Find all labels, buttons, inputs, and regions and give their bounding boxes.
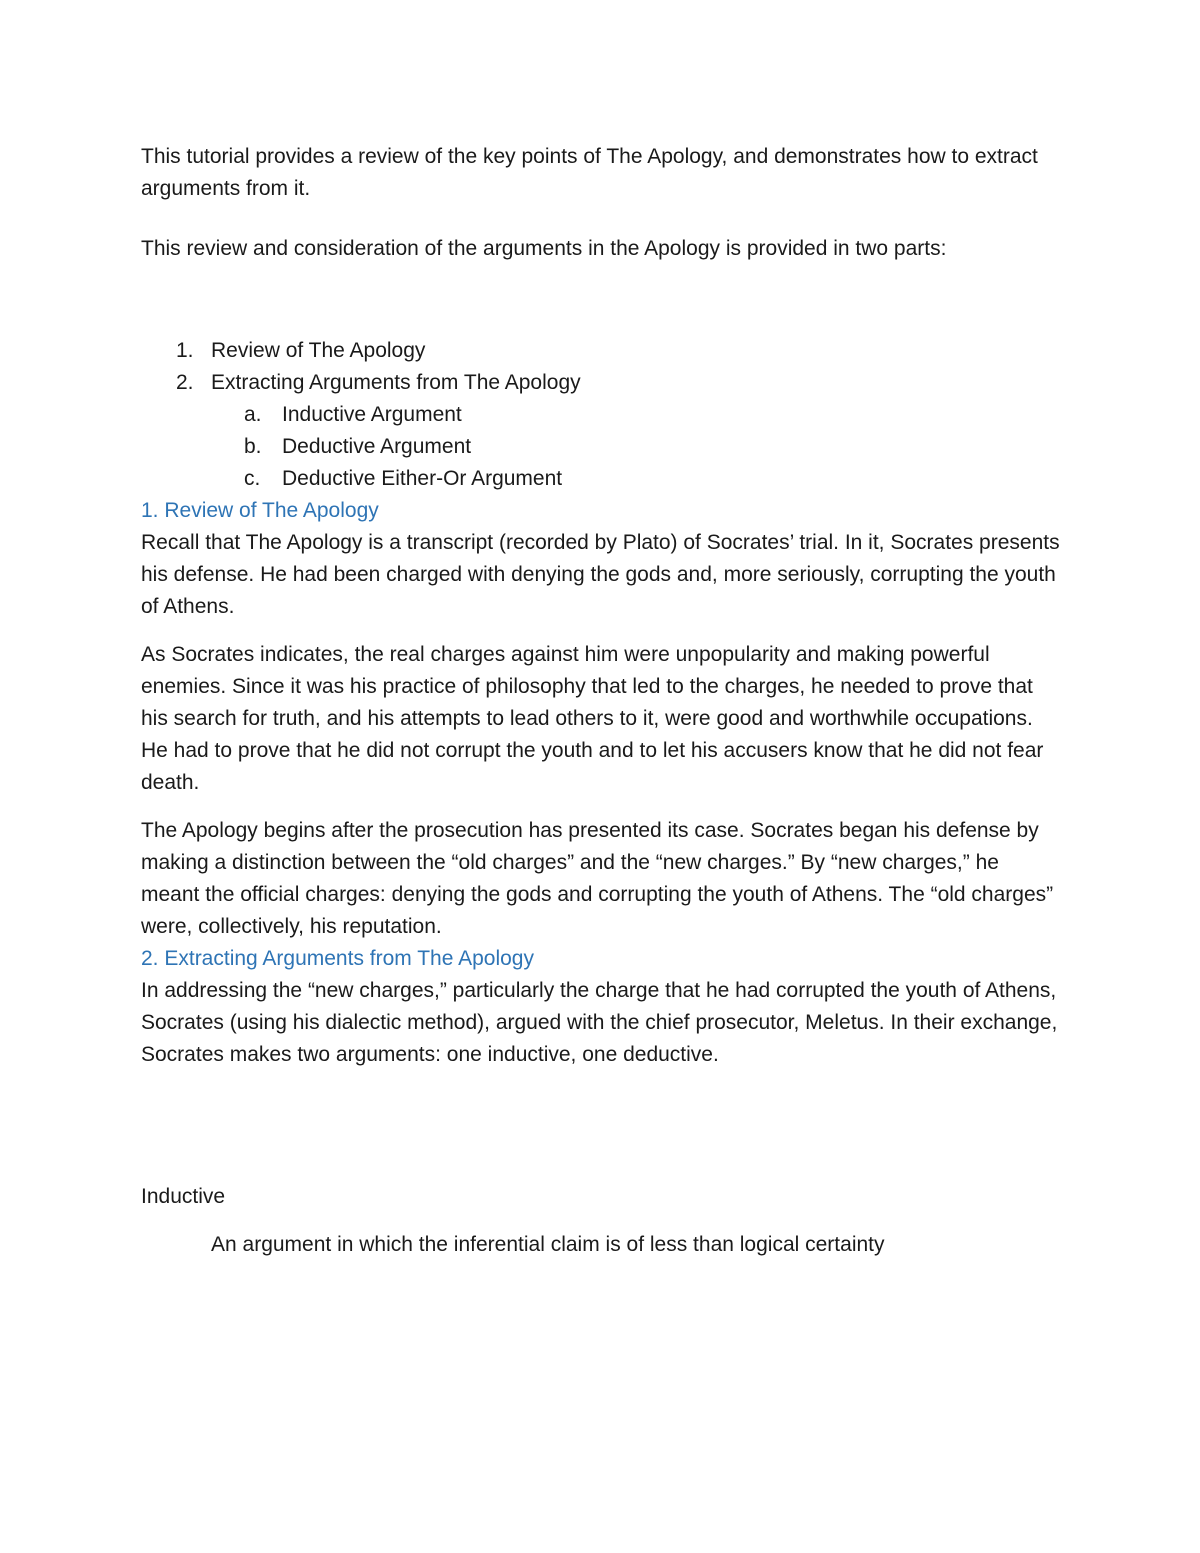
toc-item-label: Review of The Apology [211, 339, 426, 362]
toc-subitem-letter: b. [244, 435, 262, 458]
toc-subitem-inductive [244, 399, 1061, 431]
section-2-paragraph-1: In addressing the “new charges,” particularly the charge that he had corrupted the youth of Athens, Socrates (using his dialectic method), argued with the chief prosecutor, Meletus. In their exchange, Socrates makes two arguments: one inductive, one deductive. [141, 979, 1058, 1066]
inductive-definition: An argument in which the inferential claim is of less than logical certainty [211, 1233, 885, 1256]
intro-paragraph-1: This tutorial provides a review of the key points of The Apology, and demonstrates how to extract arguments from it. [141, 145, 1038, 200]
toc-subitem-letter: a. [244, 403, 262, 426]
section-1-paragraph-2: As Socrates indicates, the real charges against him were unpopularity and making powerful enemies. Since it was his practice of philosophy that led to the charges, he needed to prove that his search for truth, and his attempts to lead others to it, were good and worthwhile occupations. He had to prove that he did not corrupt the youth and to let his accusers know that he did not fear death. [141, 643, 1044, 794]
toc-subitem-letter: c. [244, 467, 261, 490]
section-2-heading: 2. Extracting Arguments from The Apology [141, 947, 534, 970]
document-body [141, 141, 1061, 1261]
section-1-paragraph-1: Recall that The Apology is a transcript (recorded by Plato) of Socrates’ trial. In it, Socrates presents his defense. He had been charged with denying the gods and, more seriously, corrupting the youth of Athens. [141, 531, 1060, 618]
section-1-heading: 1. Review of The Apology [141, 499, 379, 522]
intro-paragraph-2: This review and consideration of the arguments in the Apology is provided in two parts: [141, 237, 947, 260]
toc-item-number: 2. [176, 371, 194, 394]
toc-sublist [211, 399, 1061, 495]
section-1-paragraph-3: The Apology begins after the prosecution has presented its case. Socrates began his defense by making a distinction between the “old charges” and the “new charges.” By “new charges,” he meant the official charges: denying the gods and corrupting the youth of Athens. The “old charges” were, collectively, his reputation. [141, 819, 1054, 938]
toc-subitem-deductive [244, 431, 1061, 463]
toc-subitem-label: Deductive Either-Or Argument [282, 467, 563, 490]
toc-subitem-label: Deductive Argument [282, 435, 472, 458]
inductive-heading: Inductive [141, 1185, 226, 1208]
toc-subitem-label: Inductive Argument [282, 403, 462, 426]
toc-item-label: Extracting Arguments from The Apology [211, 371, 581, 394]
toc-item-review [176, 335, 1061, 367]
table-of-contents [141, 335, 1061, 495]
toc-subitem-either-or [244, 463, 1061, 495]
toc-item-number: 1. [176, 339, 194, 362]
toc-item-extracting [176, 367, 1061, 495]
